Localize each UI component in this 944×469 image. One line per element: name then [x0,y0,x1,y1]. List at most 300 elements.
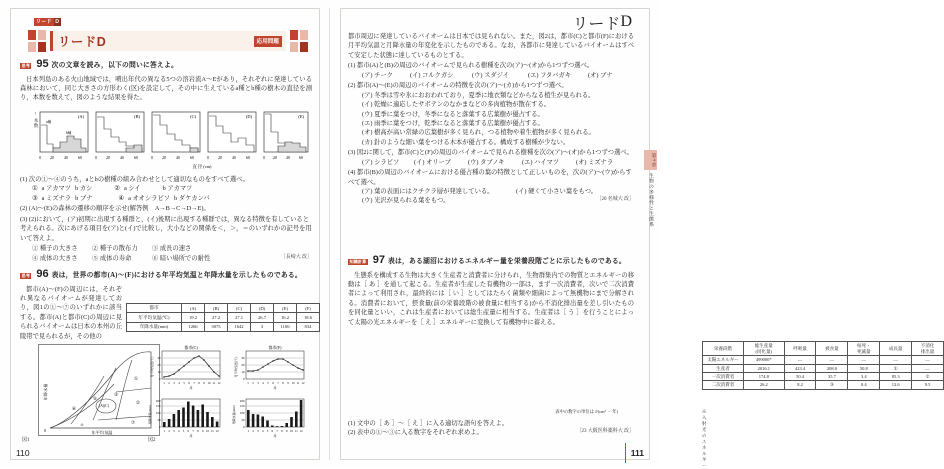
svg-text:100: 100 [239,411,245,415]
row-temp-a: 19.2 [182,313,205,322]
er1-v2: 208.0 [816,364,848,372]
q96-1-options [348,71,634,80]
eth-stage: 栄養段階 [703,342,744,356]
q96-3-options [348,158,634,167]
problem-95-head [20,56,312,73]
er1-v1: 423.4 [784,364,816,372]
lead-tag-mark-right: D [620,13,632,30]
svg-text:年平均気温: 年平均気温 [91,430,113,435]
problem-97 [348,252,634,327]
er0-stage: 太陽エネルギー [703,356,744,364]
q95-3-item-5: ⑤ 成体の寿命 [92,254,132,262]
lead-tag-top [34,18,61,26]
section-title-bar [28,30,308,52]
row-rain-e: 1106 [274,322,297,331]
svg-text:年降水量: 年降水量 [43,383,48,401]
svg-text:10: 10 [241,370,245,374]
svg-text:月平均気温(℃): 月平均気温(℃) [150,356,154,378]
svg-text:都市(F): 都市(F) [268,345,282,350]
svg-text:11: 11 [294,429,298,433]
lead-tag-label-right: リード [572,15,621,33]
er3-v3: 0.4 [848,381,880,389]
q95-opt-2-b: b アカマツ [162,185,193,193]
er3-v1: 8.2 [784,381,816,389]
er2-v5: ② [912,372,944,380]
row-temp-c: 27.1 [228,313,251,322]
left-page [0,0,330,468]
er2-v2: 35.7 [816,372,848,380]
row-temp-d: 26.7 [251,313,274,322]
er3-v5: 9.5 [912,381,944,389]
svg-text:20: 20 [218,156,222,160]
svg-text:11: 11 [210,429,214,433]
er3-v4: 12.6 [880,381,912,389]
problem-96-body: 都市(A)〜(F)の周辺には，それぞれ異なるバイオームが発達しており，図1の①〜⑦のいずれかに該当する。都市(A)と都市(C)の周辺に見られるバイオームは日本の本州の丘陵帯で見られるが，その他の [20,285,122,340]
th-d: (D) [251,304,274,313]
svg-text:200: 200 [155,399,161,403]
svg-text:30: 30 [241,356,245,360]
q95-1-row-2 [20,194,312,203]
chapter-side-tab-chapter: 第4章 [644,150,657,170]
problem-97-questions [348,418,634,438]
energy-table-footnote-right: 表中の数字の単位は J/(cm² ・ 年) [555,409,618,414]
svg-text:7: 7 [277,381,279,385]
svg-text:10: 10 [206,429,209,433]
deco-block-d [38,42,46,52]
svg-text:60: 60 [299,156,303,160]
q96-1-text: (1) 都市(A)と(B)の周辺のバイオームで見られる樹種を次の(ア)〜(オ)から1つずつ選べ。 [348,62,594,70]
problem-97-badge: 知識計算 [349,259,367,264]
svg-text:30: 30 [157,356,161,360]
q95-opt-1-a: a アカマツ [41,185,71,193]
right-page-number: 111 [630,448,644,458]
svg-text:⑤: ⑤ [92,396,98,401]
deco-block-a [28,30,36,40]
svg-text:(B): (B) [134,114,140,119]
row-rain-c: 1642 [228,322,251,331]
eth-gross: 総生産量 (同化量) [744,342,785,356]
svg-text:2: 2 [168,381,170,385]
svg-text:60: 60 [190,156,194,160]
problem-95-badge: 思考 [21,63,30,68]
problem-97-body: 生態系を構成する生物は大きく生産者と消費者に分けられ，生物群集内での物質とエネルギーの移動は［ あ ］を通して起こる。生産者が生産した有機物の一部は，まず一次消費者，次いで二次消費者によって利用され，最終的には［ い ］としてはたらく菌類や細菌によって無機物にまで分解される。消費者において，摂食量(前の栄養段階の被食量に相当する)から不消化排出量を差し引いたものを同化量といい，これは生産者においては総生産量に相当する。生産者は［ う ］を行うことによって太陽の光エネルギーを［ え ］エネルギーに変換して有機物中に蓄える。 [348,271,634,326]
svg-text:5: 5 [183,381,185,385]
q96-2-opt-4: (エ) 雨季に葉をつけ，乾季になると落葉する広葉樹が優占する。 [362,119,544,127]
svg-text:11: 11 [296,381,300,385]
svg-text:4: 4 [178,381,180,385]
section-subtitle-badge: 応用問題 [254,36,282,47]
svg-text:⑥: ⑥ [71,406,77,411]
energy-table-row [703,364,944,372]
svg-text:0: 0 [44,428,46,433]
q96-1-opt-2: (イ) コルクガシ [410,71,454,79]
deco-block-a2 [290,30,298,40]
th-city: 都市 [127,304,182,313]
q96-1-opt-3: (ウ) スダジイ [472,71,509,79]
histogram-panel-d [207,112,256,160]
er0-v4: — [880,356,912,364]
q95-opt-4-id: ④ [118,194,125,202]
svg-text:①: ① [133,376,139,381]
svg-text:0: 0 [158,377,161,381]
svg-text:8: 8 [198,381,200,385]
row-rain-label: 年降水量(mm) [127,322,182,331]
eth-death: 枯死・ 死滅量 [848,342,880,356]
svg-text:0: 0 [39,156,41,160]
q95-opt-3-b: b ブナ [75,194,93,202]
q96-2-opt-2: (イ) 乾燥に適応したサボテンのなかまなどの多肉植物が散在する。 [362,101,551,109]
problem-96-continued [348,30,634,206]
er1-v4: ① [880,364,912,372]
svg-text:100: 100 [155,411,161,415]
q95-1-text: (1) 次の①〜④のうち，aとbの樹種の組み合わせとして適切なものをすべて選べ。 [20,176,249,183]
q96-4-opt-2: (イ) 硬くて小さい葉をもつ。 [516,188,598,195]
q96-4-text: (4) 都市(B)の周辺のバイオームにおける優占種の葉の特徴として正しいものを，次の(ア)〜(ウ)からすべて選べ。 [348,169,632,186]
er3-stage: 二次消費者 [703,381,744,389]
q96-3-opt-2: (イ) オリーブ [414,158,451,166]
energy-table-header-row [703,342,944,356]
q96-4-options-row1 [348,187,634,196]
q97-source: ［23 大阪医科薬科大 改］ [576,429,634,435]
q95-2-text: (2) (A)〜(E)の森林の遷移の順序を示せ(解答例 A→B→C→D→E)。 [20,205,210,213]
th-e: (E) [274,304,297,313]
svg-text:(E): (E) [298,114,304,119]
row-rain-d: 3 [251,322,274,331]
svg-text:8: 8 [281,429,283,433]
svg-text:10: 10 [290,429,293,433]
q96-2-opt-5: (オ) 樹高が高い常緑の広葉樹が多く見られ，つる植物や着生植物が多く見られる。 [362,129,595,137]
svg-text:(D): (D) [245,114,252,119]
er1-v5: — [912,364,944,372]
svg-text:3: 3 [257,381,259,385]
problem-95-number: 95 [36,58,49,70]
q95-3-row-2 [20,254,312,263]
table-header-row [127,304,320,313]
q96-3-text: (3) 図2に関して，都市(C)と(F)の周辺のバイオームで見られる樹種を次の(ア)〜(オ)から1つずつ選べ。 [348,149,633,157]
er1-v3: 50.8 [848,364,880,372]
q95-opt-4-b: b ダケカンバ [174,194,210,202]
deco-block-b2 [300,30,308,40]
q95-opt-1-id: ① [32,185,38,193]
svg-text:②: ② [135,400,141,405]
er0-v5: — [912,356,944,364]
svg-text:3: 3 [173,429,175,433]
problem-96-title: 表は，世界の都市(A)〜(F)における年平均気温と年降水量を示したものである。 [51,272,302,279]
er2-v0: 174.8 [744,372,785,380]
svg-text:2: 2 [252,381,254,385]
deco-block-c [28,42,36,52]
svg-text:⑦: ⑦ [130,420,136,425]
svg-text:40: 40 [64,156,68,160]
svg-text:40: 40 [286,156,290,160]
svg-text:(A)(C): (A)(C) [99,404,109,408]
eth-eaten: 被食量 [816,342,848,356]
temp-chart-city-f [233,344,305,390]
eth-growth: 成長量 [880,342,912,356]
q95-3-item-1: ① 種子の大きさ [32,245,78,253]
energy-table-row [703,356,944,364]
q95-3-item-2: ② 種子の散布力 [92,245,138,253]
q95-opt-4-a: a オオシラビソ [128,194,171,202]
svg-text:60: 60 [78,156,82,160]
deco-block-c2 [290,42,298,52]
svg-text:月降水量(mm): 月降水量(mm) [148,405,152,425]
svg-text:12: 12 [215,429,219,433]
svg-text:12: 12 [299,429,303,433]
q95-opt-1-b: b カシ [74,185,93,193]
svg-text:60: 60 [134,156,138,160]
q95-source: ［長崎大 改］ [280,254,312,260]
q96-3-opt-3: (ウ) タブノキ [468,158,505,166]
problem-96-head [20,266,312,283]
row-temp-e: 16.2 [274,313,297,322]
q95-3-row-1 [20,244,312,253]
er0-v0: 499000* [744,356,785,364]
temp-chart-city-c [149,344,221,390]
th-c: (C) [228,304,251,313]
city-climate-table [126,303,320,332]
q96-4-opt-3: (ウ) 光沢が見られる葉をもつ。 [362,197,450,205]
svg-text:6: 6 [272,381,274,385]
svg-text:(A): (A) [77,114,84,119]
q96-2-opt-1: (ア) 冬季は雪や氷におおわれており，夏季に地衣類などからなる植生が見られる。 [362,91,595,99]
problem-96-number: 96 [36,268,49,280]
fig2-caption: 図2 [148,438,156,443]
biome-diagram-fig1 [38,344,160,436]
deco-block-d2 [300,42,308,52]
row-temp-label: 年平均気温(℃) [127,313,182,322]
lead-tag-label: リード [36,19,52,25]
row-temp-f: 18.6 [297,313,320,322]
svg-text:50: 50 [157,418,161,422]
deco-blocks-right [290,30,308,52]
svg-text:4: 4 [262,381,264,385]
problem-97-number: 97 [372,254,386,266]
svg-text:10: 10 [157,370,161,374]
svg-text:6: 6 [187,429,190,433]
table-row [127,313,320,322]
hist-y-arrow: ↑ [34,112,37,117]
svg-text:40: 40 [176,156,180,160]
svg-text:7: 7 [276,429,278,433]
svg-text:9: 9 [203,381,205,385]
q96-4-opt-1: (ア) 葉の表面にはクチクラ層が発達している。 [362,188,494,195]
right-page [330,0,935,468]
svg-text:0: 0 [242,425,245,429]
climograph-fig2 [146,344,312,438]
svg-text:2: 2 [252,429,254,433]
svg-text:12: 12 [217,381,221,385]
q96-1-opt-4: (エ) フタバガキ [528,71,572,79]
svg-text:50: 50 [241,418,245,422]
svg-text:6: 6 [271,429,274,433]
svg-text:20: 20 [157,363,161,367]
svg-text:20: 20 [50,156,54,160]
svg-text:月平均気温(℃): 月平均気温(℃) [234,356,238,378]
q95-opt-3-a: a ミズナラ [41,194,72,202]
svg-text:b種: b種 [66,131,72,135]
svg-text:3: 3 [173,381,175,385]
svg-text:月降水量(mm): 月降水量(mm) [232,405,236,425]
svg-text:20: 20 [273,156,277,160]
svg-text:(C): (C) [190,114,196,119]
q96-4-options-row2 [348,196,634,205]
svg-text:5: 5 [267,381,269,385]
svg-text:0: 0 [158,425,161,429]
q95-3-item-6: ⑥ 暗い場所での耐性 [152,254,211,262]
row-rain-f: 834 [297,322,320,331]
section-title-band [50,31,286,51]
svg-text:10: 10 [207,381,211,385]
problem-95-title: 次の文章を読み，以下の問いに答えよ。 [51,62,178,69]
histogram-panel-a [39,112,88,160]
svg-text:1: 1 [247,381,249,385]
row-rain-a: 1266 [182,322,205,331]
er2-v4: 85.3 [880,372,912,380]
q95-opt-2-id: ② [114,185,120,193]
svg-text:60: 60 [246,156,250,160]
q97-2-text: (2) 表中の①〜③に入る数字をそれぞれ求めよ。 [348,429,483,437]
energy-table [702,341,944,390]
problem-95 [20,56,312,103]
svg-text:a種: a種 [46,120,52,124]
q96-3-opt-5: (オ) ミズナラ [576,158,614,166]
problem-97-title: 表は，ある湖沼におけるエネルギー量を栄養段階ごとに示したものである。 [388,258,626,265]
histogram-figure-group [30,108,308,170]
svg-text:0: 0 [151,156,153,160]
svg-text:12: 12 [301,381,305,385]
svg-text:10: 10 [291,381,295,385]
q96-2-text: (2) 都市(A)〜(E)の周辺のバイオームの特徴を次の(ア)〜(カ)から1つずつ選べ。 [348,82,568,90]
q97-2-row [348,428,634,437]
q95-3-item-3: ③ 成長の速さ [152,245,192,253]
svg-text:150: 150 [239,404,245,408]
histogram-panel-e [263,112,308,160]
q96-source: ［20 名城大 改］ [596,197,634,203]
row-rain-b: 3075 [205,322,228,331]
svg-text:1: 1 [247,429,250,433]
histogram-row [30,108,308,170]
svg-text:20: 20 [241,363,245,367]
energy-table-row [703,381,944,389]
q95-3-item-4: ④ 成体の大きさ [32,254,78,262]
er3-v0: 26.2 [744,381,785,389]
deco-block-b [38,30,46,40]
svg-text:1: 1 [163,429,166,433]
er0-v1: — [784,356,816,364]
svg-text:8: 8 [282,381,284,385]
row-temp-b: 27.2 [205,313,228,322]
svg-text:4: 4 [261,429,264,433]
q96-2-opt-6: (カ) 針のような細い葉をつける木本が優占する。構成する樹種が少ない。 [362,138,570,146]
svg-text:都市(C): 都市(C) [184,345,198,350]
svg-text:11: 11 [212,381,216,385]
svg-text:月: 月 [189,386,193,390]
deco-blocks-left [28,30,46,52]
q95-opt-3-id: ③ [32,194,38,202]
q95-3-text: (3) (2)において，(ア)初期に出現する種群と，(イ)後期に出現する種群では，異なる特徴を有していると考えられる。次にあげる項目を(ア)と(イ)で比較し，大小などの関係を＜，＞，＝のいずれかの記号を用いて答えよ。 [20,215,312,242]
svg-text:5: 5 [266,429,269,433]
er2-v3: 3.4 [848,372,880,380]
problem-95-body: 日本列島のある火山地域では，噴出年代の異なる5つの溶岩流A〜Eがあり，それぞれに発達している森林において，同じ大きさの方形わく(区)を設定して，その中に生えているa種とb種の樹木の直径を測り，本数を数えて，図のような結果を得た。 [20,75,312,102]
svg-text:9: 9 [285,429,288,433]
chapter-side-tab-title: 生物の多様性と生態系 [648,172,653,227]
histogram-panel-b [95,112,144,160]
rain-chart-city-f [231,399,304,438]
svg-text:③: ③ [113,392,119,397]
problem-97-head [348,252,634,269]
q95-opt-2-a: a シイ [123,185,141,193]
svg-text:9: 9 [201,429,204,433]
svg-text:④: ④ [80,423,84,427]
hist-x-label: 直 径 (cm) [192,164,212,169]
er1-stage: 生産者 [703,364,744,372]
hist-y-label: 本数 [33,118,39,129]
q96-3-opt-4: (エ) ハイマツ [522,158,560,166]
svg-text:40: 40 [120,156,124,160]
svg-text:20: 20 [106,156,110,160]
rain-chart-city-c [147,399,220,438]
svg-text:3: 3 [257,429,259,433]
er0-v3: — [848,356,880,364]
svg-text:4: 4 [177,429,180,433]
q95-1-row-1 [20,184,312,193]
energy-table-row [703,372,944,380]
svg-text:5: 5 [182,429,185,433]
svg-text:月: 月 [273,434,277,438]
er0-v2: — [816,356,848,364]
th-b: (B) [205,304,228,313]
er2-v1: 50.4 [784,372,816,380]
svg-text:6: 6 [188,381,190,385]
q96-1-opt-1: (ア) チーク [362,71,393,79]
q96-intro: 都市周辺に発達しているバイオームは日本では見られない。また，図2は，都市(C)と都市(F)における月平均気温と月降水量の年変化を示したものである。なお，各都市に発達しているバイオームはすべて安定した状態に達しているものとする。 [348,33,634,59]
th-a: (A) [182,304,205,313]
svg-text:9: 9 [287,381,289,385]
problem-95-questions [20,174,312,263]
svg-text:150: 150 [155,404,161,408]
er1-v0: 2016.1 [744,364,785,372]
svg-text:200: 200 [239,399,245,403]
svg-text:1: 1 [163,381,165,385]
svg-text:月: 月 [189,434,193,438]
svg-text:8: 8 [197,429,199,433]
q96-1-opt-5: (オ) ブナ [588,71,613,79]
svg-text:0: 0 [207,156,209,160]
svg-text:0: 0 [263,156,265,160]
svg-text:7: 7 [192,429,194,433]
fig1-caption: 図1 [22,438,30,443]
lead-tag-top-right [572,13,632,33]
th-f: (F) [297,304,320,313]
table-row [127,322,320,331]
er3-v2: ③ [816,381,848,389]
problem-96-badge: 思考 [21,273,30,278]
svg-text:20: 20 [162,156,166,160]
svg-text:0: 0 [242,377,245,381]
energy-table-footnote-left: ※入射光のエネルギー [702,409,707,468]
left-page-number: 110 [16,448,30,458]
q97-1-text: (1) 文中の［ あ ］〜［ え ］に入る適切な語句を答えよ。 [348,420,509,427]
chapter-side-tab [644,150,657,270]
er2-stage: 一次消費者 [703,372,744,380]
svg-text:2: 2 [168,429,170,433]
svg-text:40: 40 [232,156,236,160]
q96-2-opt-3: (ウ) 夏季に葉をつけ，冬季になると落葉する広葉樹が優占する。 [362,110,544,118]
eth-undigested: 不消化 排出量 [912,342,944,356]
histogram-panel-c [151,112,200,160]
svg-text:月: 月 [273,386,277,390]
